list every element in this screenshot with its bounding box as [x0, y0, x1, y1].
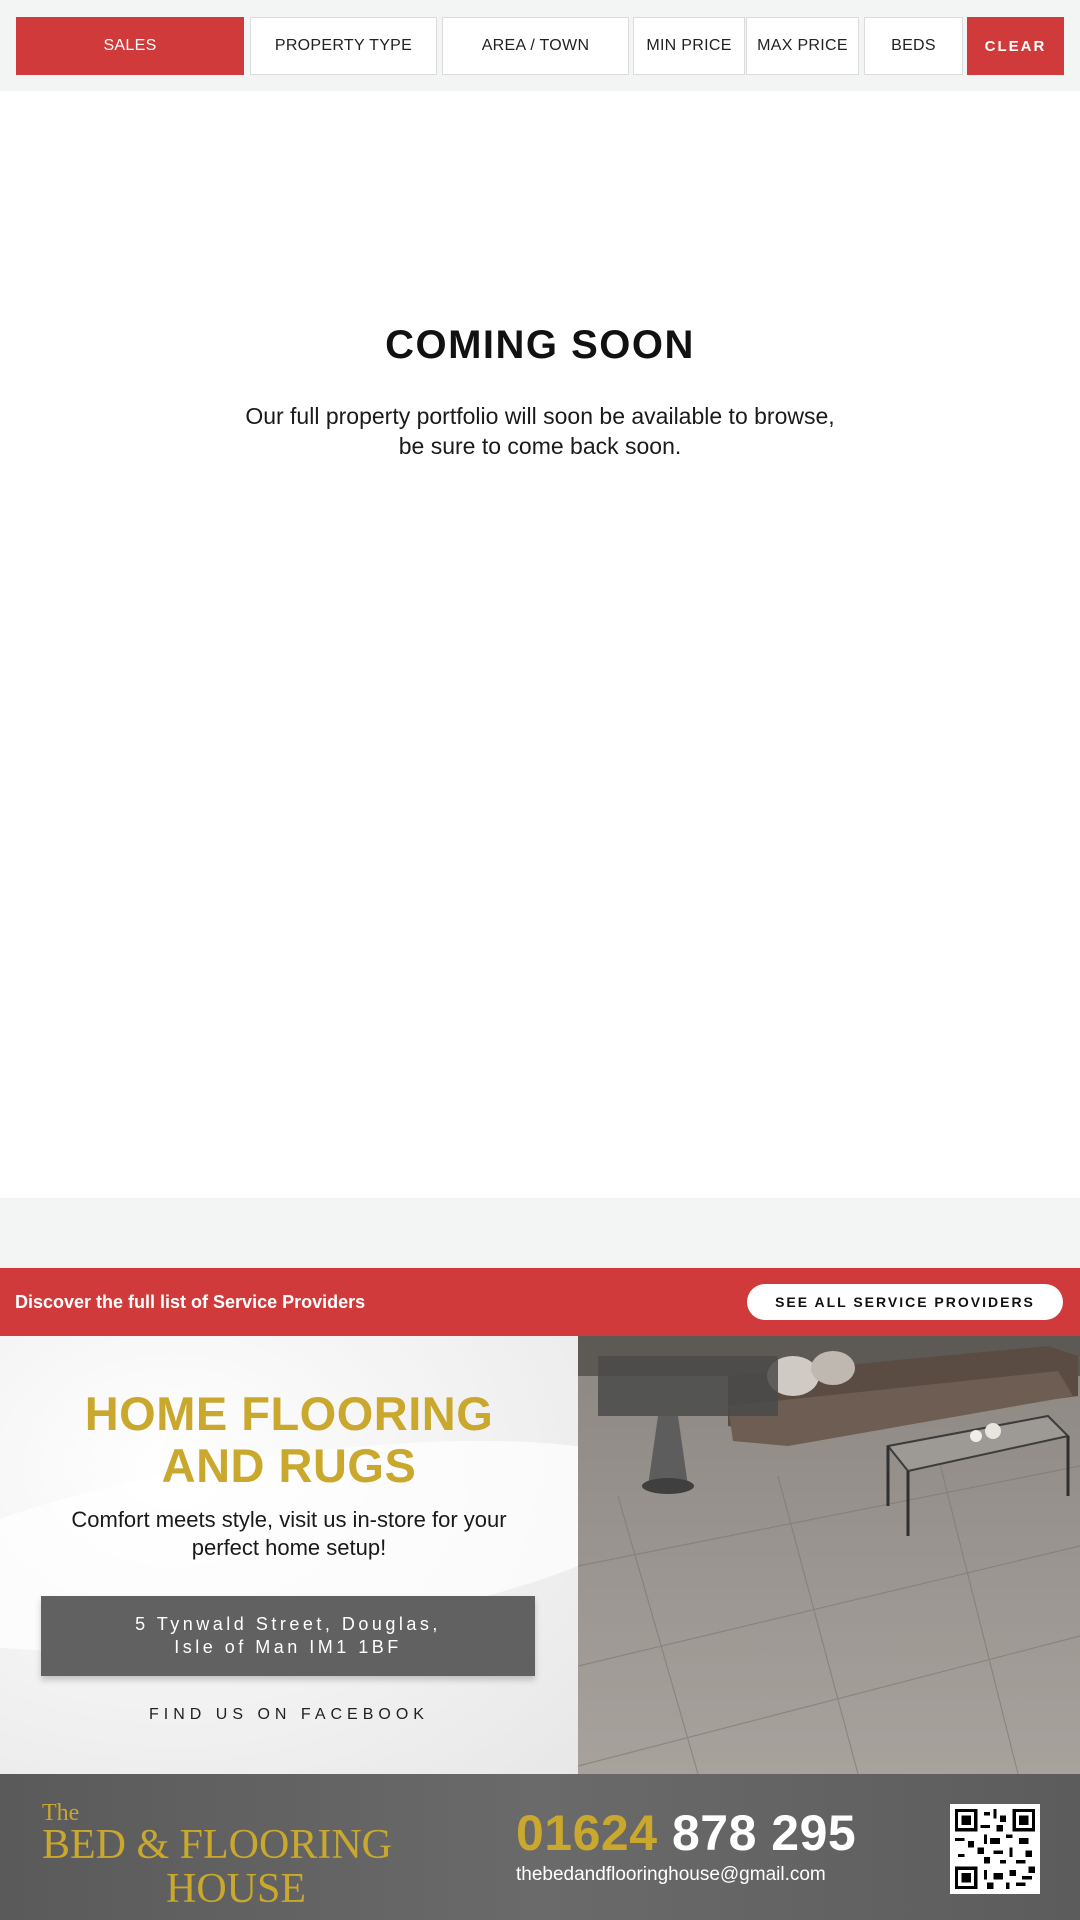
advert-email[interactable]: thebedandflooringhouse@gmail.com	[516, 1864, 826, 1885]
service-providers-banner	[0, 1268, 1080, 1336]
section-divider	[0, 1198, 1080, 1268]
coming-soon-section	[0, 91, 1080, 1198]
advert-title-line1: HOME FLOORING	[84, 1387, 494, 1440]
clear-button[interactable]: CLEAR	[967, 17, 1064, 75]
logo-line1-text: BED & FLOORING	[42, 1822, 393, 1868]
advert-footer	[0, 1774, 1080, 1920]
filter-max-price[interactable]: MAX PRICE	[746, 17, 859, 75]
flooring-advert[interactable]	[0, 1336, 1080, 1920]
qr-code-icon	[950, 1804, 1040, 1894]
qr-code-graphic	[955, 1809, 1035, 1889]
phone-area-code: 01624	[516, 1805, 658, 1861]
advert-subtitle: Comfort meets style, visit us in-store for your perfect home setup!	[71, 1507, 507, 1560]
advert-title	[0, 1388, 578, 1492]
phone-number: 878 295	[671, 1805, 857, 1861]
filter-min-price[interactable]: MIN PRICE	[633, 17, 745, 75]
address-line1: 5 Tynwald Street, Douglas,	[135, 1614, 441, 1634]
filter-beds[interactable]: BEDS	[864, 17, 963, 75]
advert-text-panel	[0, 1336, 578, 1774]
property-filter-bar	[0, 0, 1080, 91]
filter-property-type[interactable]: PROPERTY TYPE	[250, 17, 437, 75]
living-room-photo	[578, 1336, 1080, 1774]
service-providers-text: Discover the full list of Service Providers	[15, 1292, 366, 1312]
filter-area-town[interactable]: AREA / TOWN	[442, 17, 629, 75]
address-line2: Isle of Man IM1 1BF	[174, 1637, 402, 1657]
advert-phone[interactable]	[516, 1804, 856, 1862]
living-room-illustration	[578, 1336, 1080, 1774]
find-us-on-facebook-link[interactable]: FIND US ON FACEBOOK	[149, 1706, 429, 1723]
advert-address-box	[41, 1596, 535, 1676]
advert-title-line2: AND RUGS	[161, 1439, 417, 1492]
filter-sales[interactable]: SALES	[16, 17, 244, 75]
logo-the-text: The	[42, 1800, 80, 1826]
coming-soon-title: COMING SOON	[385, 323, 695, 367]
logo-line2-text: HOUSE	[165, 1866, 307, 1906]
see-all-service-providers-button[interactable]: SEE ALL SERVICE PROVIDERS	[747, 1284, 1063, 1320]
coming-soon-message: Our full property portfolio will soon be available to browse, be sure to come back soon.	[245, 403, 835, 459]
bed-and-flooring-house-logo	[38, 1786, 438, 1906]
